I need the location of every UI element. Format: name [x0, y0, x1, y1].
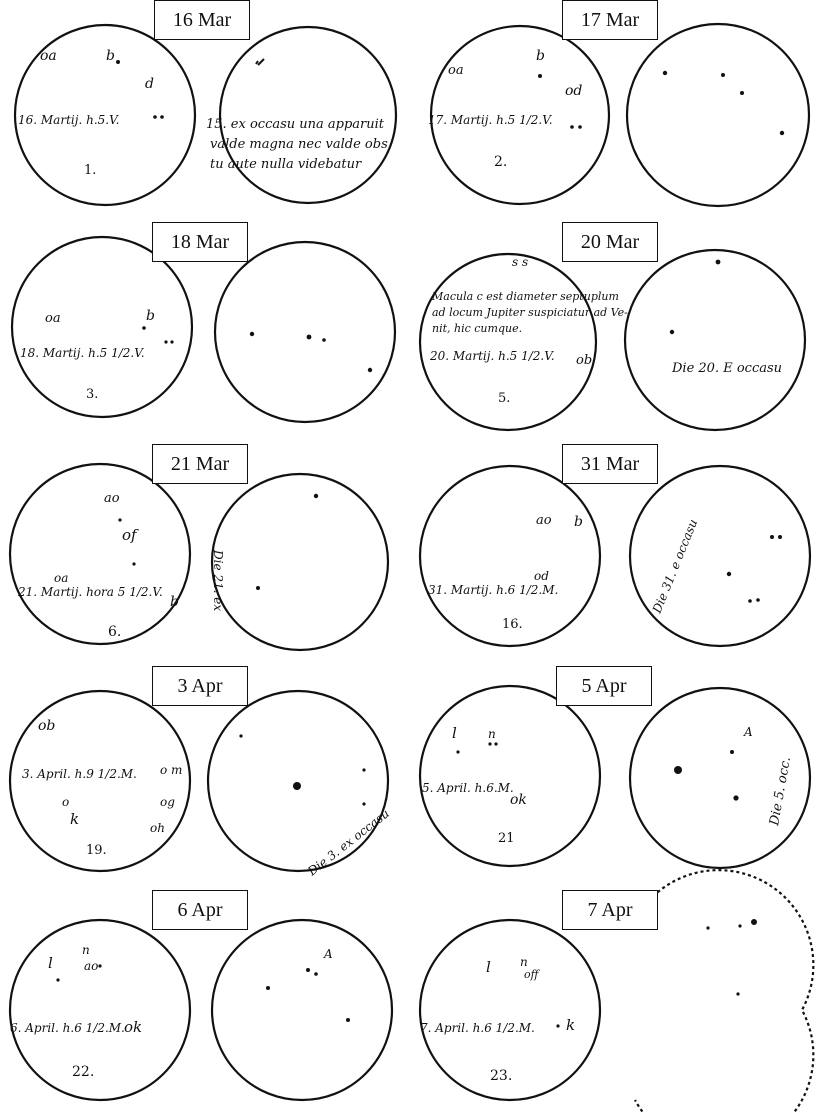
sunspot — [368, 368, 372, 372]
left-sun-disc — [10, 464, 190, 644]
observation-caption: 16. Martij. h.5.V. — [18, 113, 120, 127]
sunspot — [778, 535, 782, 539]
spot-label: oa — [448, 63, 464, 78]
panel-5-apr — [410, 666, 820, 888]
sunspot — [721, 73, 725, 77]
sunspot — [770, 535, 774, 539]
observation-caption: 21. Martij. hora 5 1/2.V. — [18, 585, 163, 599]
right-disc-caption: Die 5. occ. — [767, 755, 795, 827]
panel-31-mar — [410, 444, 820, 666]
sunspot — [256, 59, 264, 65]
sunspot — [738, 924, 741, 927]
handwritten-note-line: 15. ex occasu una apparuit — [206, 117, 385, 132]
right-sun-disc — [212, 920, 392, 1100]
sunspot — [670, 330, 674, 334]
spot-label: oa — [40, 48, 57, 64]
sunspot — [256, 586, 260, 590]
left-sun-disc — [12, 237, 192, 417]
date-label: 20 Mar — [562, 222, 658, 262]
spot-label: ao — [84, 959, 99, 973]
spot-label: ob — [576, 353, 593, 368]
observation-caption: 31. Martij. h.6 1/2.M. — [428, 583, 559, 597]
sunspot — [570, 125, 574, 129]
sunspot — [346, 1018, 350, 1022]
spot-label: b — [170, 594, 179, 610]
observation-caption: 5. April. h.6.M. — [422, 781, 514, 795]
handwritten-note-line: tu aute nulla videbatur — [210, 157, 362, 172]
sunspot — [293, 782, 301, 790]
spot-label: of — [122, 526, 137, 544]
right-sun-disc — [215, 242, 395, 422]
sunspot — [250, 332, 254, 336]
spot-label: ok — [510, 792, 527, 808]
spot-label: b — [106, 48, 115, 64]
sunspot — [118, 518, 121, 521]
date-label: 18 Mar — [152, 222, 248, 262]
sunspot — [674, 766, 682, 774]
spot-label: ok — [124, 1018, 143, 1036]
sunspot — [98, 964, 101, 967]
right-disc-caption: Die 31. e occasu — [649, 517, 701, 616]
sunspot — [116, 60, 120, 64]
spot-label: l — [486, 958, 491, 976]
spot-label: n — [520, 955, 528, 969]
observation-caption: 18. Martij. h.5 1/2.V. — [20, 346, 145, 360]
sunspot — [306, 968, 310, 972]
plate-number: 21 — [498, 831, 515, 846]
spot-label: o — [62, 795, 70, 809]
spot-label: l — [452, 724, 457, 742]
sunspot — [160, 115, 164, 119]
right-disc-caption: Die 21. ex — [211, 550, 225, 612]
spot-label: k — [70, 810, 80, 828]
panel-20-mar — [410, 222, 820, 444]
spot-label: s s — [512, 255, 529, 269]
sunspot — [740, 91, 744, 95]
handwritten-note-line: valde magna nec valde obs — [210, 137, 388, 152]
spot-label: ao — [536, 513, 552, 528]
left-sun-disc — [10, 920, 190, 1100]
sunspot — [322, 338, 326, 342]
spot-label: d — [145, 76, 154, 92]
sunspot — [494, 742, 497, 745]
right-disc-caption: Die 3. ex occasu — [305, 806, 392, 879]
spot-label: n — [82, 943, 90, 957]
sunspot — [314, 494, 318, 498]
observation-caption: 20. Martij. h.5 1/2.V. — [430, 349, 555, 363]
spot-label: ao — [104, 491, 120, 506]
handwritten-note-line: nit, hic cumque. — [432, 322, 523, 335]
sunspot — [556, 1024, 559, 1027]
spot-label: off — [524, 968, 539, 981]
panel-6-apr — [0, 890, 410, 1112]
sunspot — [727, 572, 731, 576]
spot-label: A — [744, 725, 753, 739]
sunspot — [153, 115, 157, 119]
plate-number: 23. — [490, 1068, 513, 1084]
spot-label: od — [534, 569, 549, 583]
observation-caption: 3. April. h.9 1/2.M. — [22, 767, 137, 781]
panel-16-mar — [0, 0, 410, 222]
sunspot — [736, 992, 739, 995]
observation-caption: 7. April. h.6 1/2.M. — [420, 1021, 535, 1035]
sunspot — [56, 978, 59, 981]
spot-label: b — [574, 514, 583, 530]
sunspot — [266, 986, 270, 990]
handwritten-note-line: Macula c est diameter septuplum — [432, 290, 619, 303]
date-label: 6 Apr — [152, 890, 248, 930]
spot-label: oa — [45, 311, 61, 326]
plate-number: 16. — [502, 617, 523, 632]
spot-label: o m — [160, 763, 183, 777]
sunspot — [751, 919, 757, 925]
spot-label: oh — [150, 821, 165, 835]
spot-label: A — [324, 947, 333, 961]
spot-label: l — [48, 954, 53, 972]
sunspot — [132, 562, 135, 565]
date-label: 5 Apr — [556, 666, 652, 706]
plate-number: 2. — [494, 154, 508, 170]
sunspot — [239, 734, 242, 737]
sunspot — [748, 599, 752, 603]
sunspot — [663, 71, 667, 75]
sunspot — [170, 340, 173, 343]
spot-label: k — [566, 1016, 576, 1034]
spot-label: od — [565, 83, 583, 99]
plate-number: 19. — [86, 843, 107, 858]
sunspot — [142, 326, 146, 330]
right-sun-disc — [220, 27, 396, 203]
right-sun-disc — [208, 691, 388, 871]
right-sun-disc — [630, 466, 810, 646]
sunspot — [733, 795, 738, 800]
right-sun-disc — [627, 24, 809, 206]
date-label: 31 Mar — [562, 444, 658, 484]
observation-caption: 17. Martij. h.5 1/2.V. — [428, 113, 553, 127]
sunspot — [362, 768, 365, 771]
date-label: 7 Apr — [562, 890, 658, 930]
handwritten-note-line: ad locum Jupiter suspiciatur ad Ve- — [432, 306, 628, 319]
date-label: 21 Mar — [152, 444, 248, 484]
date-label: 17 Mar — [562, 0, 658, 40]
spot-label: b — [146, 308, 155, 324]
date-label: 16 Mar — [154, 0, 250, 40]
plate-number: 3. — [86, 387, 99, 402]
plate-number: 5. — [498, 391, 511, 406]
sunspot — [756, 598, 760, 602]
sunspot — [164, 340, 167, 343]
spot-label: oa — [54, 571, 69, 585]
spot-label: og — [160, 795, 175, 809]
spot-label: b — [536, 48, 545, 64]
sunspot — [362, 802, 365, 805]
observation-caption: 6. April. h.6 1/2.M. — [10, 1021, 125, 1035]
spot-label: ob — [38, 718, 56, 734]
plate-number: 6. — [108, 624, 122, 640]
sunspot — [307, 335, 312, 340]
panel-21-mar — [0, 444, 410, 666]
panel-18-mar — [0, 222, 410, 444]
date-label: 3 Apr — [152, 666, 248, 706]
right-disc-caption: Die 20. E occasu — [672, 361, 783, 376]
right-sun-disc — [212, 474, 388, 650]
right-sun-disc — [635, 870, 813, 1112]
panel-17-mar — [410, 0, 820, 222]
sunspot — [716, 260, 721, 265]
right-sun-disc — [625, 250, 805, 430]
sunspot — [578, 125, 582, 129]
sunspot — [456, 750, 459, 753]
panel-3-apr — [0, 666, 410, 888]
sunspot — [780, 131, 784, 135]
sunspot — [538, 74, 542, 78]
sunspot — [314, 972, 318, 976]
sunspot — [488, 742, 491, 745]
spot-label: n — [488, 727, 496, 741]
sunspot — [706, 926, 709, 929]
plate-number: 1. — [84, 163, 97, 178]
sunspot — [730, 750, 734, 754]
panel-7-apr — [410, 890, 820, 1112]
plate-number: 22. — [72, 1064, 95, 1080]
